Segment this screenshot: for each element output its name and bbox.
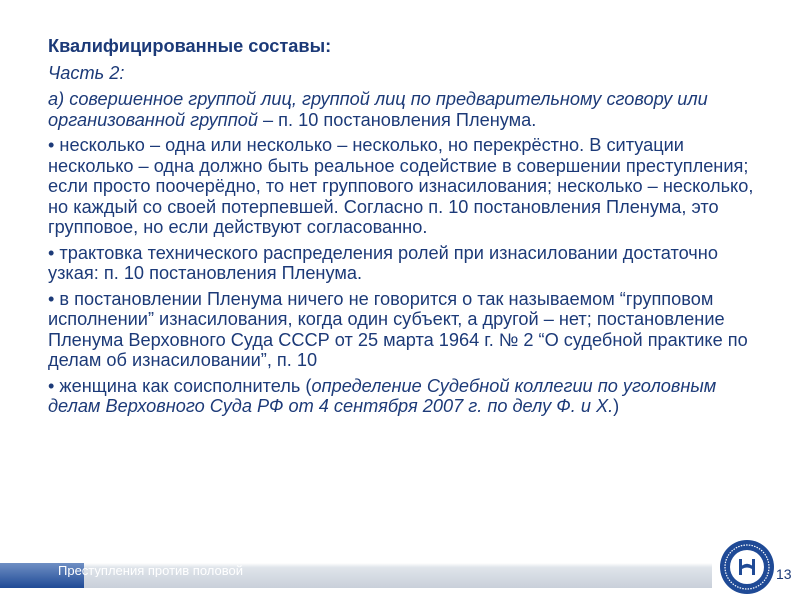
woman-text-end: )	[613, 396, 620, 416]
bullet-group-execution: • в постановлении Пленума ничего не говорится о так называемом “групповом исполнении” изнасилования, когда один субъект, а другой – нет; постановление Пленума Верховного Суда СССР от 25 марта 1964 г. № 2 “О судебной практике по делам об изнасиловании”, п. 10	[48, 288, 748, 370]
paragraph-group-crime	[48, 89, 760, 130]
hse-emblem-icon	[719, 539, 775, 595]
page-number: 13	[776, 566, 792, 582]
bullet-woman-coperpetrator	[48, 376, 760, 417]
bullet-role-distribution: • трактовка технического распределения ролей при изнасиловании достаточно узкая: п. 10 постановления Пленума.	[48, 242, 718, 283]
bullet-several-persons: • несколько – одна или несколько – несколько, но перекрёстно. В ситуации несколько – одна должно быть реальное содействие в совершении преступления; если просто поочерёдно, то нет группового изнасилования; несколько – несколько, но каждый со своей потерпевшей. Согласно п. 10 постановления Пленума, это групповое, но если действуют согласованно.	[48, 135, 754, 237]
footer-title: Преступления против половой	[58, 563, 243, 577]
slide-heading: Квалифицированные составы:	[48, 36, 332, 56]
group-crime-reference: – п. 10 постановления Пленума.	[257, 109, 537, 130]
part-label: Часть 2:	[48, 62, 125, 83]
woman-text-start: • женщина как соисполнитель (	[48, 375, 312, 396]
group-crime-italic: а) совершенное группой лиц, группой лиц по предварительному сговору или организованной группой	[48, 89, 708, 130]
slide-content	[48, 36, 760, 422]
court-ruling-italic: определение Судебной коллегии по уголовным делам Верховного Суда РФ от 4 сентября 2007 г. по делу Ф. и Х.	[48, 375, 717, 416]
